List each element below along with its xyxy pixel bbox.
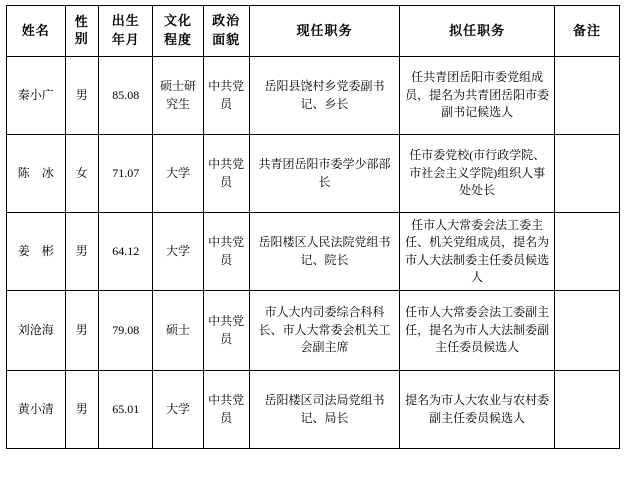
- column-header-party-line2: 面貌: [212, 32, 241, 47]
- cell-current-post: 岳阳楼区司法局党组书记、局长: [249, 371, 400, 449]
- cell-education: 硕士研究生: [153, 57, 203, 135]
- cell-party: 中共党员: [203, 213, 249, 291]
- column-header-current-post-text: 现任职务: [296, 22, 353, 38]
- cell-proposed-post: 任市人大常委会法工委主任、机关党组成员，提名为市人大法制委主任委员候选人: [400, 213, 555, 291]
- cell-proposed-post: 任市人大常委会法工委副主任，提名为市人大法制委副主任委员候选人: [400, 291, 555, 371]
- column-header-gender: [65, 6, 98, 57]
- table-header: [7, 6, 620, 57]
- cell-current-post: 市人大内司委综合科科长、市人大常委会机关工会副主席: [249, 291, 400, 371]
- cell-current-post: 岳阳县饶村乡党委副书记、乡长: [249, 57, 400, 135]
- cell-remark: [555, 57, 620, 135]
- cell-education: 大学: [153, 371, 203, 449]
- cell-current-post: 岳阳楼区人民法院党组书记、院长: [249, 213, 400, 291]
- table-row: [7, 213, 620, 291]
- cell-birth: 65.01: [99, 371, 153, 449]
- column-header-education-line1: 文化: [164, 13, 193, 29]
- column-header-birth: [99, 6, 153, 57]
- column-header-birth-line2: 年月: [111, 32, 140, 47]
- cell-proposed-post: 任共青团岳阳市委党组成员，提名为共青团岳阳市委副书记候选人: [400, 57, 555, 135]
- column-header-party-line1: 政治: [212, 13, 241, 29]
- cell-current-post: 共青团岳阳市委学少部部长: [249, 135, 400, 213]
- document-page: [0, 5, 628, 478]
- cell-gender: 男: [65, 291, 98, 371]
- column-header-gender-text: 性别: [74, 13, 89, 47]
- column-header-party: [203, 6, 249, 57]
- cell-gender: 女: [65, 135, 98, 213]
- cell-remark: [555, 135, 620, 213]
- column-header-proposed-post-text: 拟任职务: [449, 22, 506, 38]
- cell-party: 中共党员: [203, 291, 249, 371]
- cell-remark: [555, 371, 620, 449]
- cell-birth: 85.08: [99, 57, 153, 135]
- cell-birth: 71.07: [99, 135, 153, 213]
- cell-gender: 男: [65, 57, 98, 135]
- cell-name: 陈 冰: [7, 135, 66, 213]
- column-header-name: [7, 6, 66, 57]
- cell-name: 黄小清: [7, 371, 66, 449]
- table-row: [7, 371, 620, 449]
- column-header-proposed-post: [400, 6, 555, 57]
- cell-party: 中共党员: [203, 57, 249, 135]
- column-header-name-text: 姓名: [21, 22, 50, 38]
- cell-remark: [555, 291, 620, 371]
- cell-remark: [555, 213, 620, 291]
- column-header-education-line2: 程度: [164, 32, 193, 47]
- cell-proposed-post: 提名为市人大农业与农村委副主任委员候选人: [400, 371, 555, 449]
- cell-education: 硕士: [153, 291, 203, 371]
- cell-birth: 79.08: [99, 291, 153, 371]
- column-header-remark: [555, 6, 620, 57]
- cell-name: 姜 彬: [7, 213, 66, 291]
- column-header-remark-text: 备注: [573, 22, 602, 38]
- cell-gender: 男: [65, 371, 98, 449]
- cell-gender: 男: [65, 213, 98, 291]
- table-row: [7, 57, 620, 135]
- table-row: [7, 135, 620, 213]
- header-row: [7, 6, 620, 57]
- column-header-education: [153, 6, 203, 57]
- cell-education: 大学: [153, 213, 203, 291]
- column-header-current-post: [249, 6, 400, 57]
- cell-education: 大学: [153, 135, 203, 213]
- cadre-appointment-table: [6, 5, 620, 449]
- column-header-birth-line1: 出生: [111, 13, 140, 29]
- table-row: [7, 291, 620, 371]
- cell-name: 秦小广: [7, 57, 66, 135]
- cell-birth: 64.12: [99, 213, 153, 291]
- cell-party: 中共党员: [203, 371, 249, 449]
- cell-proposed-post: 任市委党校(市行政学院、市社会主义学院)组织人事处处长: [400, 135, 555, 213]
- cell-name: 刘沧海: [7, 291, 66, 371]
- table-body: [7, 57, 620, 449]
- cell-party: 中共党员: [203, 135, 249, 213]
